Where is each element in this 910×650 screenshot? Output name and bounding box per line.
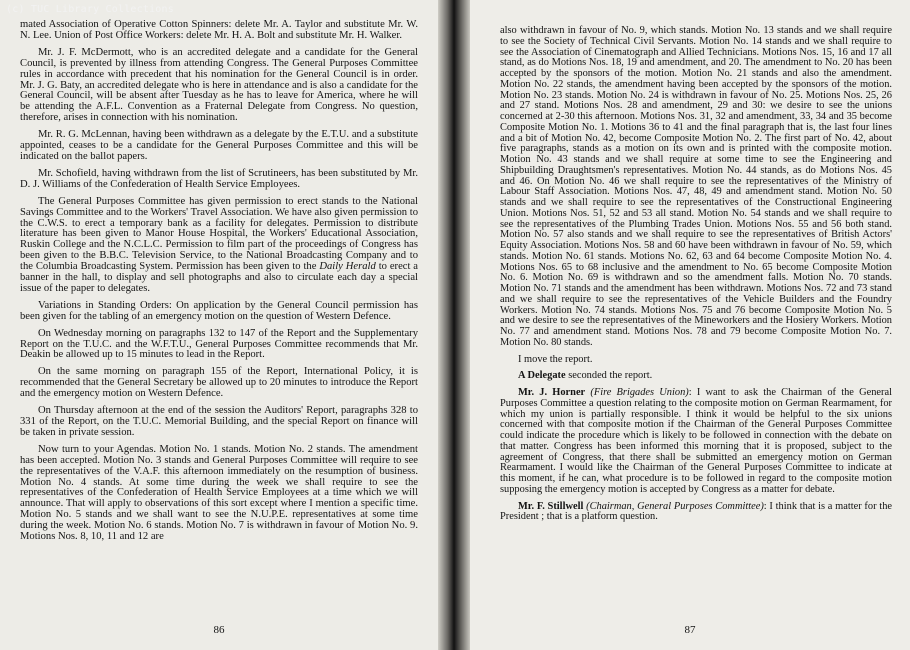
paragraph: Now turn to your Agendas. Motion No. 1 stands. Motion No. 2 stands. The amendment has been accepted. Motion No. 3 stands and General Purposes Committee will require to see the representatives of the V.A.F. this afternoon immediately on the resumption of business. Motion No. 4 stands. At some time during the week we shall require to see the representatives of the Confederation of Health Service Employees at a time which we will announce. That will apply to observations of this sort except where I mention a specific time. Motion No. 5 stands and we shall want to see the N.U.P.E. representatives at some time during the week. Motion No. 6 stands. Motion No. 7 is withdrawn in favour of Motion No. 9. Motions Nos. 8, 10, 11 and 12 are xyxy=(20,443,418,543)
paragraph xyxy=(500,502,892,524)
left-page xyxy=(0,0,438,650)
paragraph-text: to erect a banner in the hall, to display and sell photographs and also to circulate each day a special issue of the paper to delegates. xyxy=(20,261,419,294)
paragraph: On Thursday afternoon at the end of the session the Auditors' Report, paragraphs 328 to 331 of the Report, on the T.U.C. Memorial Building, and the special Report on finance will be taken in private session. xyxy=(20,405,418,438)
newspaper-title: Daily Herald xyxy=(319,261,376,273)
paragraph-text: : I think that is a matter for the President ; that is a platform question. xyxy=(500,500,892,523)
paragraph: Mr. J. F. McDermott, who is an accredited delegate and a candidate for the General Council, is prevented by illness from attending Congress. The General Purposes Committee rules in accordance with precedent that his nomination for the General Council is in order. Mr. J. G. Baty, an accredited delegate who is here in attendance and is also a candidate for the General Council, will be absent after Tuesday as he has to leave for America, where he will be attending the A.F.L. Convention as a Fraternal Delegate from Congress. No question, therefore, arises in connection with his nomination. xyxy=(20,46,418,124)
paragraph: On the same morning on paragraph 155 of the Report, International Policy, it is recommended that the General Secretary be allowed up to 20 minutes to introduce the Report and the emergency motion on Western Defence. xyxy=(20,366,418,400)
right-page xyxy=(470,0,910,650)
speaker-name: A Delegate xyxy=(518,370,566,382)
paragraph-text: seconded the report. xyxy=(568,370,653,382)
right-page-text xyxy=(500,26,892,523)
paragraph: Variations in Standing Orders: On application by the General Council permission has been given for the tabling of an emergency motion on the question of Western Defence. xyxy=(20,299,418,322)
book-gutter xyxy=(438,0,470,650)
left-page-text xyxy=(20,20,418,543)
paragraph: mated Association of Operative Cotton Spinners: delete Mr. A. Taylor and substitute Mr. W. N. Lee. Union of Post Office Workers: delete Mr. H. A. Bolt and substitute Mr. H. Walker. xyxy=(20,19,418,41)
page-number: 86 xyxy=(213,624,225,636)
paragraph: Mr. R. G. McLennan, having been withdrawn as a delegate by the E.T.U. and a substitute appointed, ceases to be a candidate for the General Purposes Committee and this will be indicated on the ballot papers. xyxy=(20,129,418,162)
speaker-name: Mr. J. Horner xyxy=(518,387,586,398)
paragraph xyxy=(500,388,892,496)
paragraph-text: The General Purposes Committee has given permission to erect stands to the National Savings Committee and to the Workers' Travel Association. We have also given permission to the C.W.S. to erect a temporary bank as a facility for delegates. Permission to distribute literature has been given to Manor House Hospital, the Workers' Educational Association, Ruskin College and the N.C.L.C. Permission to film part of the proceedings of Congress has been given to the B.B.C. Television Service, to the National Broadcasting Company and to the Columbia Broadcasting System. Permission has been given to the xyxy=(20,195,418,273)
speaker-name: Mr. F. Stillwell xyxy=(518,500,584,512)
speaker-affiliation: (Chairman, General Purposes Committee) xyxy=(586,500,764,512)
paragraph xyxy=(20,197,418,295)
copyright-watermark: (c) TUC Library Collections xyxy=(6,4,174,15)
paragraph xyxy=(500,371,892,382)
paragraph: On Wednesday morning on paragraphs 132 to 147 of the Report and the Supplementary Report on the T.U.C. and the W.F.T.U., General Purposes Committee recommends that Mr. Deakin be allowed up to 15 minutes to lead in the Report. xyxy=(20,327,418,361)
speaker-affiliation: (Fire Brigades Union) xyxy=(590,387,689,398)
paragraph-text: : I want to ask the Chairman of the General Purposes Committee a question relating to the composite motion on German Rearmament, for which my union is partially responsible. I think it would be helpful to the six unions concerned with that composite motion if the Chairman of the General Purposes Committee could indicate the procedure which is likely to be followed in connection with the debate on that matter. Congress has been informed this morning that it is proposed, subject to the agreement of Congress, that there shall be submitted an emergency motion on German Rearmament. I would like the Chairman of the General Purposes Committee to indicate at this moment, if he can, what procedure is to be followed in regard to the composite motion supposing the emergency motion is accepted by Congress as a matter for debate. xyxy=(500,387,892,495)
paragraph: I move the report. xyxy=(518,353,593,365)
page-number: 87 xyxy=(684,624,696,636)
paragraph: also withdrawn in favour of No. 9, which stands. Motion No. 13 stands and we shall require to see the Society of Technical Civil Servants. Motion No. 14 stands and we shall require to see the Association of Cinematograph and Allied Technicians. Motions Nos. 15, 16 and 17 all stand, as do Motions Nos. 18, 19 and amendment, and 20. The amendment to No. 20 has been accepted by the sponsors of the motion. Motion No. 21 stands and also the amendment. Motion No. 22 stands, the amendment having been accepted by the sponsors of the motion. Motion No. 23 stands. Motion No. 24 is withdrawn in favour of No. 25. Motions Nos. 25, 26 and 27 stand. Motions Nos. 28 and amendment, 29 and 30: we desire to see the unions concerned at 2-30 this afternoon. Motions Nos. 31, 32 and amendment, 33, 34 and 35 become Composite Motion No. 1. Motions 36 to 41 and the final paragraph that is, the last four lines and a bit of Motion No. 42, become Composite Motion No. 2. The first part of No. 42, about five paragraphs, stands as a motion on its own and is printed with the composite motion. Motion No. 43 stands and we shall require at some time to see the Engineering and Shipbuilding Draughtsmen's representatives. Motion No. 44 stands, as do Motions Nos. 45 and 46. On Motion No. 46 we shall require to see the representatives of the Ministry of Labour Staff Association. Motions Nos. 47, 48, 49 and amendment stand. Motion No. 50 stands and we shall require to see the representatives of the Constructional Engineering Union. Motions Nos. 51, 52 and 53 all stand. Motion No. 54 stands and we shall require to see the representatives of the Plumbing Trades Union. Motions Nos. 55 and 56 both stand. Motion No. 57 also stands and we shall require to see the representatives of British Actors' Equity Association. Motions Nos. 58 and 60 have been withdrawn in favour of No. 59, which stands. Motion No. 61 stands. Motions No. 62, 63 and 64 become Composite Motion No. 4. Motions Nos. 65 to 68 inclusive and the amendment to No. 65 become Composite Motion No. 6. Motion No. 69 is withdrawn and so the amendment falls. Motion No. 70 stands. Motion No. 71 stands and the amendment has been withdrawn. Motions Nos. 72 and 73 stand and we shall require to see the representatives of the Vehicle Builders and the Foundry Workers. Motion No. 74 stands. Motions Nos. 75 and 76 become Composite Motion No. 5 and we desire to see the representatives of the Mineworkers and the Hosiery Workers. Motion No. 77 and amendment stand. Motions Nos. 78 and 79 become Composite Motion No. 7. Motion No. 80 stands. xyxy=(500,25,892,348)
paragraph: Mr. Schofield, having withdrawn from the list of Scrutineers, has been substituted by Mr. D. J. Williams of the Confederation of Health Service Employees. xyxy=(20,167,418,190)
